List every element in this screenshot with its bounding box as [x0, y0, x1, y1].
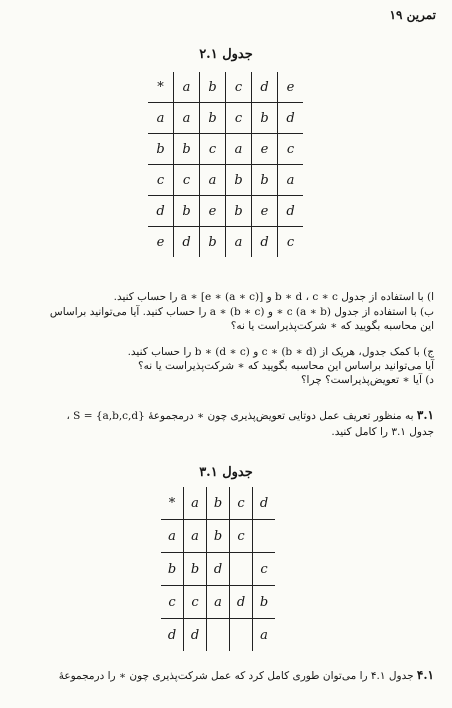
table-cell: d: [278, 103, 304, 134]
operation-table: [161, 487, 275, 651]
table-row: [148, 103, 303, 134]
table-cell: a: [207, 586, 230, 619]
table-cell: a: [184, 520, 207, 553]
exercise-item-d: د) آیا ∗ تعویض‌پذیراست؟ چرا؟: [300, 374, 434, 386]
table-row-label: d: [161, 619, 184, 652]
table-cell: b: [226, 196, 252, 227]
table-row-label: b: [148, 134, 174, 165]
operation-table: [148, 72, 303, 257]
table-header-cell: b: [200, 72, 226, 103]
table-cell: [253, 520, 276, 553]
table-cell: [207, 619, 230, 652]
table-cell: a: [278, 165, 304, 196]
table-cell: a: [226, 134, 252, 165]
table-cell: e: [252, 134, 278, 165]
table-cell: d: [207, 553, 230, 586]
table-row-label: c: [148, 165, 174, 196]
table-caption: جدول ۲.۱: [199, 47, 253, 62]
table-cell: d: [278, 196, 304, 227]
table-cell: c: [184, 586, 207, 619]
table-cell: a: [200, 165, 226, 196]
problem-number: ۴.۱: [416, 668, 434, 682]
table-row-label: d: [148, 196, 174, 227]
table-header-cell: d: [252, 72, 278, 103]
table-cell: [230, 619, 253, 652]
table-cell: [230, 553, 253, 586]
problem-number: ۳.۱: [416, 408, 434, 422]
exercise-item-c-continued: آیا می‌توانید براساس این محاسبه بگویید که ∗ شرکت‌پذیراست یا نه؟: [138, 360, 434, 372]
table-header-cell: *: [161, 487, 184, 520]
table-cell: c: [230, 520, 253, 553]
exercise-item-b: ب) با استفاده از جدول c (a ∗ b) ∗ و (b ∗ c) ∗ a را حساب کنید. آیا می‌توانید براساس: [49, 306, 434, 318]
problem-statement: [66, 408, 434, 423]
table-cell: b: [252, 165, 278, 196]
table-cell: b: [207, 520, 230, 553]
table-cell: c: [200, 134, 226, 165]
table-cell: b: [200, 227, 226, 258]
table-row: [148, 165, 303, 196]
table-row: [161, 553, 275, 586]
table-header-cell: e: [278, 72, 304, 103]
table-header-row: [161, 487, 275, 520]
exercise-item-c: ج) با کمک جدول، هریک از c ∗ (b ∗ d) و (d ∗ c) ∗ b را حساب کنید.: [127, 346, 434, 358]
table-header-cell: a: [184, 487, 207, 520]
exercise-item-a: ا) با استفاده از جدول b ∗ d ، c ∗ c و [(a ∗ c) ∗ e] ∗ a را حساب کنید.: [113, 291, 434, 303]
table-row-label: b: [161, 553, 184, 586]
problem-text: جدول ۴.۱ را می‌توان طوری کامل کرد که عمل شرکت‌پذیری چون ∗ را درمجموعهٔ: [58, 670, 414, 682]
table-cell: c: [253, 553, 276, 586]
table-row: [161, 586, 275, 619]
page-header: تمرین ۱۹: [389, 8, 436, 22]
table-row: [161, 520, 275, 553]
table-row: [148, 196, 303, 227]
table-cell: d: [230, 586, 253, 619]
table-cell: c: [226, 103, 252, 134]
table-row-label: a: [148, 103, 174, 134]
table-cell: c: [278, 134, 304, 165]
table-cell: b: [174, 134, 200, 165]
table-cell: c: [174, 165, 200, 196]
table-cell: a: [174, 103, 200, 134]
table-cell: b: [174, 196, 200, 227]
table-cell: a: [253, 619, 276, 652]
table-cell: e: [200, 196, 226, 227]
table-row-label: c: [161, 586, 184, 619]
table-cell: b: [200, 103, 226, 134]
table-caption: جدول ۳.۱: [199, 465, 253, 480]
table-header-cell: c: [226, 72, 252, 103]
problem-statement: [59, 668, 434, 683]
table-row-label: e: [148, 227, 174, 258]
table-cell: e: [252, 196, 278, 227]
table-row: [161, 619, 275, 652]
table-header-row: [148, 72, 303, 103]
table-header-cell: d: [253, 487, 276, 520]
table-cell: b: [252, 103, 278, 134]
table-header-cell: b: [207, 487, 230, 520]
table-header-cell: *: [148, 72, 174, 103]
table-cell: b: [184, 553, 207, 586]
table-cell: b: [253, 586, 276, 619]
table-header-cell: c: [230, 487, 253, 520]
table-header-cell: a: [174, 72, 200, 103]
table-row: [148, 227, 303, 258]
table-cell: a: [226, 227, 252, 258]
problem-text: به منظور تعریف عمل دوتایی تعویض‌پذیری چون ∗ درمجموعهٔ {S = {a,b,c,d ،: [66, 410, 414, 422]
table-row-label: a: [161, 520, 184, 553]
table-cell: d: [252, 227, 278, 258]
problem-statement-continued: جدول ۳.۱ را کامل کنید.: [331, 426, 434, 438]
table-cell: d: [174, 227, 200, 258]
exercise-item-b-continued: این محاسبه بگویید که ∗ شرکت‌پذیراست یا نه؟: [230, 320, 434, 332]
table-cell: c: [278, 227, 304, 258]
table-cell: d: [184, 619, 207, 652]
table-cell: b: [226, 165, 252, 196]
table-row: [148, 134, 303, 165]
